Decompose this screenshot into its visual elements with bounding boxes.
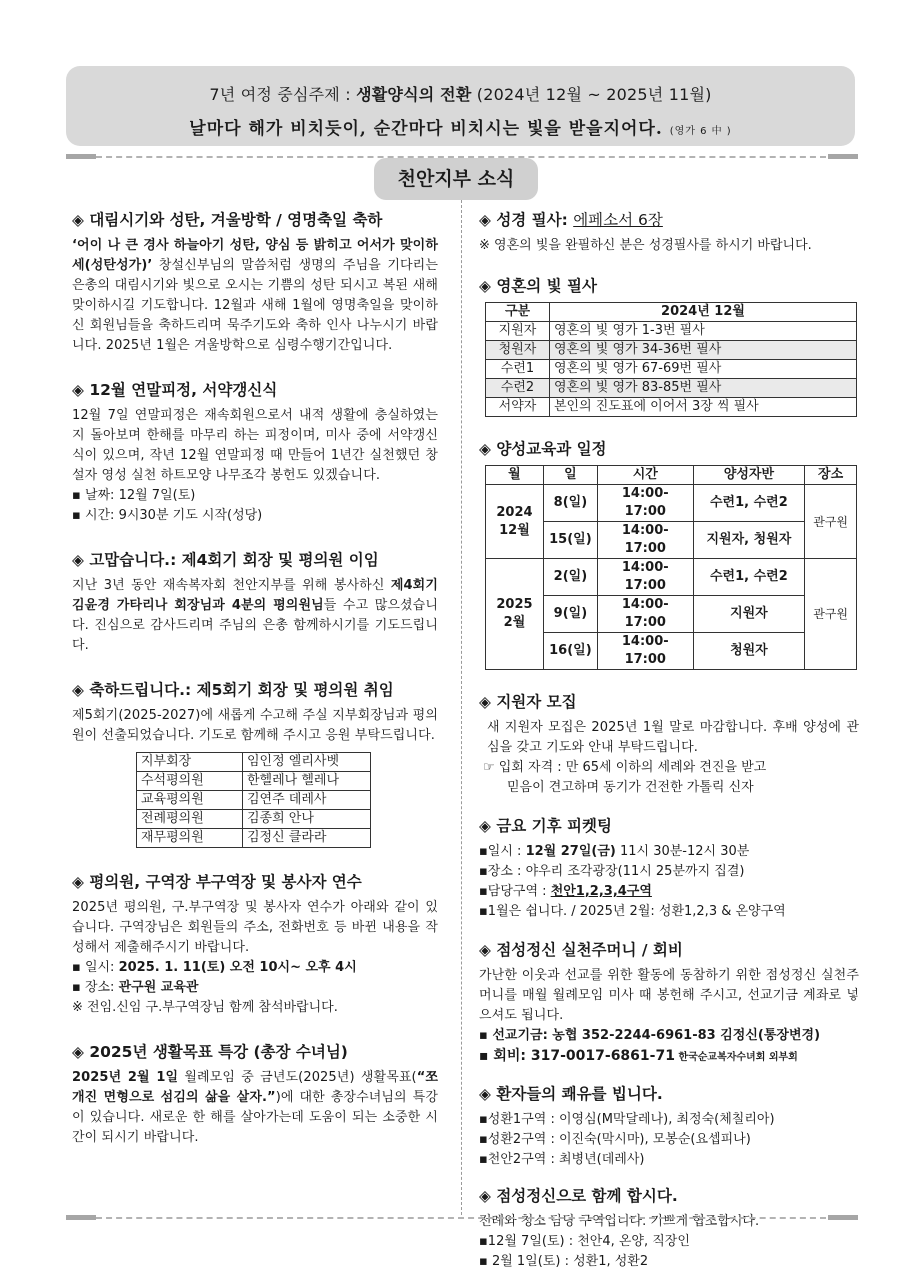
healing-heading: ◈ 환자들의 쾌유를 빕니다. xyxy=(479,1085,663,1103)
rule-cap-left xyxy=(66,154,96,159)
congrats-section xyxy=(72,678,438,848)
formation-section xyxy=(479,437,859,670)
formation-table xyxy=(485,465,857,670)
row-task: 영혼의 빛 영가 34-36번 필사 xyxy=(550,341,857,360)
council-name: 김종희 안나 xyxy=(243,810,371,829)
yearend-date: ▪ 날짜: 12월 7일(토) xyxy=(72,488,196,503)
picket-section xyxy=(479,814,859,922)
table-row xyxy=(137,772,371,791)
picket-area xyxy=(479,882,859,902)
rule-cap-right xyxy=(828,154,858,159)
theme-line xyxy=(66,82,855,105)
recruit-qual-2: 믿음이 견고하며 동기가 건전한 가톨릭 신자 xyxy=(507,780,754,795)
table-row xyxy=(486,322,857,341)
class-cell: 수련1, 수련2 xyxy=(693,559,805,596)
council-name: 김정신 클라라 xyxy=(243,829,371,848)
list-item: ▪ 2월 1일(토) : 성환1, 성환2 xyxy=(479,1254,649,1269)
class-cell: 청원자 xyxy=(693,633,805,670)
bottom-rule-cap-right xyxy=(828,1215,858,1220)
table-row xyxy=(486,559,857,596)
theme-period: (2024년 12월 ~ 2025년 11월) xyxy=(476,85,712,104)
training-date-value: 2025. 1. 11(토) 오전 10시~ 오후 4시 xyxy=(118,960,357,975)
table-row xyxy=(486,341,857,360)
bottom-rule xyxy=(96,1217,826,1219)
pouch-heading: ◈ 점성정신 실천주머니 / 회비 xyxy=(479,941,683,959)
list-item: ▪성환1구역 : 이영심(M막달레나), 최정숙(체칠리아) xyxy=(479,1112,775,1127)
picket-date-label: ▪일시 : xyxy=(479,844,526,859)
col-group: 구분 xyxy=(486,303,550,322)
scripture-note: ※ 영혼의 빛을 완필하신 분은 성경필사를 하시기 바랍니다. xyxy=(479,238,812,253)
pouch-fund: ▪ 선교기금: 농협 352-2244-6961-83 김정신(통장변경) xyxy=(479,1028,821,1043)
day-cell: 2(일) xyxy=(543,559,597,596)
time-cell: 14:00-17:00 xyxy=(597,596,693,633)
council-name: 김연주 데레사 xyxy=(243,791,371,810)
lecture-body xyxy=(72,1068,438,1148)
soul-light-section xyxy=(479,274,859,417)
time-cell: 14:00-17:00 xyxy=(597,633,693,670)
day-cell: 8(일) xyxy=(543,485,597,522)
month-cell xyxy=(486,559,544,670)
congrats-heading: ◈ 축하드립니다.: 제5회기 회장 및 평의원 취임 xyxy=(72,681,394,699)
training-body: 2025년 평의원, 구.부구역장 및 봉사자 연수가 아래와 같이 있습니다. 구역장님은 회원들의 주소, 전화번호 등 바뀐 내용을 작성해서 제출해주시기 바랍니다. xyxy=(72,900,438,955)
lecture-goal: “쪼개진 면형으로 섬김의 삶을 살자.” xyxy=(72,1070,438,1105)
training-date xyxy=(72,958,438,978)
day-cell: 9(일) xyxy=(543,596,597,633)
thanks-text-a: 지난 3년 동안 재속복자회 천안지부를 위해 봉사하신 xyxy=(72,578,391,593)
soul-light-table xyxy=(485,302,857,417)
soul-light-heading: ◈ 영혼의 빛 필사 xyxy=(479,277,597,295)
lecture-date: 2025년 2월 1일 xyxy=(72,1070,179,1085)
class-cell: 수련1, 수련2 xyxy=(693,485,805,522)
row-group: 서약자 xyxy=(486,398,550,417)
pouch-fee-holder: 한국순교복자수녀회 외부회 xyxy=(674,1052,798,1063)
row-group: 수련2 xyxy=(486,379,550,398)
picket-heading: ◈ 금요 기후 피켓팅 xyxy=(479,817,612,835)
table-header xyxy=(486,303,857,322)
theme-prefix: 7년 여정 중심주제 : xyxy=(209,85,357,104)
thanks-section xyxy=(72,548,438,656)
recruit-section xyxy=(479,690,859,798)
left-column xyxy=(72,208,438,1170)
training-place-value: 관구원 교육관 xyxy=(118,980,199,995)
training-place xyxy=(72,978,438,998)
row-task: 영혼의 빛 영가 83-85번 필사 xyxy=(550,379,857,398)
advent-heading: ◈ 대림시기와 성탄, 겨울방학 / 영명축일 축하 xyxy=(72,211,383,229)
month-month: 12월 xyxy=(499,522,530,538)
recruit-qual-1: ☞ 입회 자격 : 만 65세 이하의 세례와 견진을 받고 xyxy=(483,760,767,775)
time-cell: 14:00-17:00 xyxy=(597,485,693,522)
table-row xyxy=(137,810,371,829)
month-year: 2025 xyxy=(496,597,533,612)
scripture-heading-label: ◈ 성경 필사: xyxy=(479,211,574,229)
training-section xyxy=(72,870,438,1018)
pouch-fee xyxy=(479,1046,859,1068)
pouch-body: 가난한 이웃과 선교를 위한 활동에 동참하기 위한 점성정신 실천주머니를 매월 월례모임 미사 때 봉헌해 주시고, 선교기금 계좌로 넣으셔도 됩니다. xyxy=(479,968,859,1023)
col-month: 2024년 12월 xyxy=(550,303,857,322)
council-name: 한헬레나 헬레나 xyxy=(243,772,371,791)
list-item: ▪12월 7일(토) : 천안4, 온양, 직장인 xyxy=(479,1234,690,1249)
together-section xyxy=(479,1184,859,1272)
col-day: 일 xyxy=(543,466,597,485)
lecture-text-d: )에 대한 총장수녀님의 특강이 있습니다. 새로운 한 해를 살아가는데 도움이 되는 소중한 시간이 되시기 바랍니다. xyxy=(72,1090,438,1145)
scripture-heading xyxy=(479,208,859,232)
time-cell: 14:00-17:00 xyxy=(597,522,693,559)
col-place: 장소 xyxy=(805,466,857,485)
council-table xyxy=(136,752,371,848)
training-heading: ◈ 평의원, 구역장 부구역장 및 봉사자 연수 xyxy=(72,873,362,891)
yearend-body: 12월 7일 연말피정은 재속회원으로서 내적 생활에 충실하였는지 돌아보며 한해를 마무리 하는 피정이며, 미사 중에 서약갱신식이 있으며, 작년 12월 연말피정 때 만들어 1년간 실천했던 창설자 영성 실천 하트모양 나무조각 봉헌도 있겠습니다. xyxy=(72,408,438,483)
bottom-rule-cap-left xyxy=(66,1215,96,1220)
table-row xyxy=(137,791,371,810)
month-month: 2월 xyxy=(503,615,526,630)
time-cell: 14:00-17:00 xyxy=(597,559,693,596)
table-header xyxy=(486,466,857,485)
table-row xyxy=(486,360,857,379)
training-note: ※ 전임.신임 구.부구역장님 함께 참석바랍니다. xyxy=(72,1000,338,1015)
class-cell: 지원자, 청원자 xyxy=(693,522,805,559)
row-group: 지원자 xyxy=(486,322,550,341)
advent-text: 창설신부님의 말씀처럼 생명의 주님을 기다리는 은총의 대림시기와 빛으로 오시는 기쁨의 성탄 되시고 복된 새해 맞이하시길 기도합니다. 12월과 새해 1월에 영명축일을 맞이하신 회원님들을 축하드리며 묵주기도와 축하 인사 나누시기 바랍니다. 2025년 1월은 겨울방학으로 심령수행기간입니다. xyxy=(72,258,439,353)
class-cell: 지원자 xyxy=(693,596,805,633)
column-divider xyxy=(461,200,462,1215)
row-task: 본인의 진도표에 이어서 3장 씩 필사 xyxy=(550,398,857,417)
list-item: ▪성환2구역 : 이진숙(막시마), 모봉순(요셉피나) xyxy=(479,1132,751,1147)
scripture-book: 에페소서 6장 xyxy=(573,211,663,229)
table-row xyxy=(486,379,857,398)
branch-title: 천안지부 소식 xyxy=(374,158,538,200)
thanks-heading: ◈ 고맙습니다.: 제4회기 회장 및 평의원 이임 xyxy=(72,551,379,569)
picket-date-rest: 11시 30분-12시 30분 xyxy=(615,844,750,859)
table-row xyxy=(486,485,857,522)
pouch-fee-account: ▪ 회비: 317-0017-6861-71 xyxy=(479,1048,675,1064)
header-banner xyxy=(66,66,855,146)
lecture-section xyxy=(72,1040,438,1148)
table-row xyxy=(137,753,371,772)
council-role: 재무평의원 xyxy=(137,829,243,848)
congrats-body: 제5회기(2025-2027)에 새롭게 수고해 주실 지부회장님과 평의원이 선출되었습니다. 기도로 함께해 주시고 응원 부탁드립니다. xyxy=(72,708,438,743)
table-row xyxy=(137,829,371,848)
training-place-label: ▪ 장소: xyxy=(72,980,119,995)
advent-quote: ‘어이 나 큰 경사 하늘아기 성탄, 양심 등 밝히고 어서가 맞이하세(성탄성가)’ xyxy=(72,238,438,273)
pouch-section xyxy=(479,938,859,1068)
together-body: 전례와 청소 담당 구역입니다. 기쁘게 협조합시다. xyxy=(479,1214,760,1229)
theme-title: 생활양식의 전환 xyxy=(356,85,472,104)
motto: 날마다 해가 비치듯이, 순간마다 비치시는 빛을 받을지어다. xyxy=(189,119,663,139)
col-time: 시간 xyxy=(597,466,693,485)
council-role: 지부회장 xyxy=(137,753,243,772)
motto-line xyxy=(66,114,855,139)
col-month: 월 xyxy=(486,466,544,485)
council-role: 교육평의원 xyxy=(137,791,243,810)
place-cell: 관구원 xyxy=(805,559,857,670)
formation-heading: ◈ 양성교육과 일정 xyxy=(479,440,607,458)
council-role: 전례평의원 xyxy=(137,810,243,829)
yearend-time: ▪ 시간: 9시30분 기도 시작(성당) xyxy=(72,508,263,523)
picket-january: ▪1월은 쉽니다. / 2025년 2월: 성환1,2,3 & 온양구역 xyxy=(479,904,786,919)
healing-section xyxy=(479,1082,859,1170)
table-row xyxy=(486,398,857,417)
row-task: 영혼의 빛 영가 1-3번 필사 xyxy=(550,322,857,341)
picket-date-value: 12월 27일(금) xyxy=(525,844,616,859)
yearend-heading: ◈ 12월 연말피정, 서약갱신식 xyxy=(72,381,278,399)
together-heading: ◈ 점성정신으로 함께 합시다. xyxy=(479,1187,678,1205)
picket-date xyxy=(479,842,859,862)
council-name: 임인정 엘리사벳 xyxy=(243,753,371,772)
picket-place: ▪장소 : 야우리 조각광장(11시 25분까지 집결) xyxy=(479,864,745,879)
advent-body xyxy=(72,236,438,356)
council-role: 수석평의원 xyxy=(137,772,243,791)
thanks-body xyxy=(72,576,438,656)
scripture-section xyxy=(479,208,859,256)
month-year: 2024 xyxy=(496,504,533,520)
day-cell: 16(일) xyxy=(543,633,597,670)
month-cell xyxy=(486,485,544,559)
thanks-text-c: 들 수고 많으셨습니다. 진심으로 감사드리며 주님의 은총 함께하시기를 기도드립니다. xyxy=(72,598,438,653)
yearend-section xyxy=(72,378,438,526)
place-cell: 관구원 xyxy=(805,485,857,559)
recruit-heading: ◈ 지원자 모집 xyxy=(479,693,577,711)
row-group: 청원자 xyxy=(486,341,550,360)
picket-area-value: 천안1,2,3,4구역 xyxy=(550,884,652,899)
lecture-heading: ◈ 2025년 생활목표 특강 (총장 수녀님) xyxy=(72,1043,348,1061)
row-task: 영혼의 빛 영가 67-69번 필사 xyxy=(550,360,857,379)
advent-section xyxy=(72,208,438,356)
row-group: 수련1 xyxy=(486,360,550,379)
recruit-body: 새 지원자 모집은 2025년 1월 말로 마감합니다. 후배 양성에 관심을 갖고 기도와 안내 부탁드립니다. xyxy=(487,720,859,755)
motto-ref: (영가 6 中 ) xyxy=(669,126,732,137)
day-cell: 15(일) xyxy=(543,522,597,559)
picket-area-label: ▪담당구역 : xyxy=(479,884,551,899)
thanks-text-b: 제4회기 김윤경 가타리나 회장님과 4분의 평의원님 xyxy=(72,578,438,613)
training-date-label: ▪ 일시: xyxy=(72,960,119,975)
list-item: ▪천안2구역 : 최병년(데레사) xyxy=(479,1152,645,1167)
col-class: 양성자반 xyxy=(693,466,805,485)
lecture-text-b: 월례모임 중 금년도(2025년) 생활목표( xyxy=(178,1070,417,1085)
right-column xyxy=(479,208,859,1276)
